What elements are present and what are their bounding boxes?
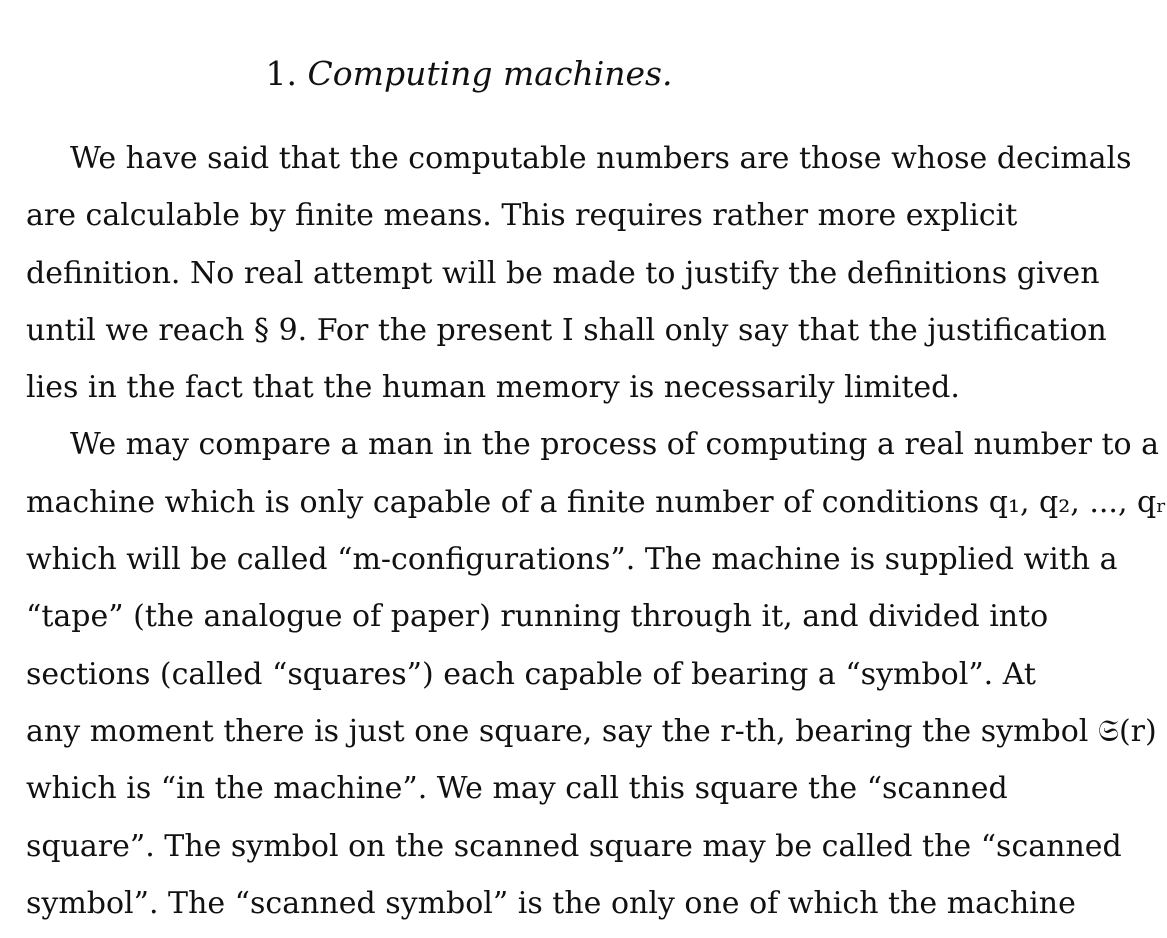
text-line: definition. No real attempt will be made to justify the definitions given (26, 255, 1100, 291)
text-line: symbol”. The “scanned symbol” is the only one of which the machine (26, 885, 1076, 921)
body-text (26, 130, 1167, 932)
text-line: any moment there is just one square, say the r-th, bearing the symbol 𝔖(r) (26, 713, 1157, 749)
section-number: 1. (265, 54, 298, 93)
text-line: sections (called “squares”) each capable of bearing a “symbol”. At (26, 656, 1036, 692)
text-line: which is “in the machine”. We may call this square the “scanned (26, 771, 1008, 807)
text-line: until we reach § 9. For the present I shall only say that the justification (26, 312, 1107, 348)
text-line: We may compare a man in the process of computing a real number to a (70, 427, 1159, 463)
text-line: are calculable by finite means. This requires rather more explicit (26, 198, 1018, 234)
text-line: machine which is only capable of a finite number of conditions q₁, q₂, ..., qᵣ (26, 484, 1167, 520)
text-line: square”. The symbol on the scanned square may be called the “scanned (26, 828, 1122, 864)
text-line: “tape” (the analogue of paper) running through it, and divided into (26, 599, 1049, 635)
text-line: lies in the fact that the human memory is necessarily limited. (26, 370, 960, 406)
section-heading (0, 52, 938, 96)
text-line: which will be called “m-configurations”. The machine is supplied with a (26, 542, 1118, 578)
section-title: Computing machines. (307, 54, 673, 93)
text-line: We have said that the computable numbers are those whose decimals (70, 141, 1132, 176)
